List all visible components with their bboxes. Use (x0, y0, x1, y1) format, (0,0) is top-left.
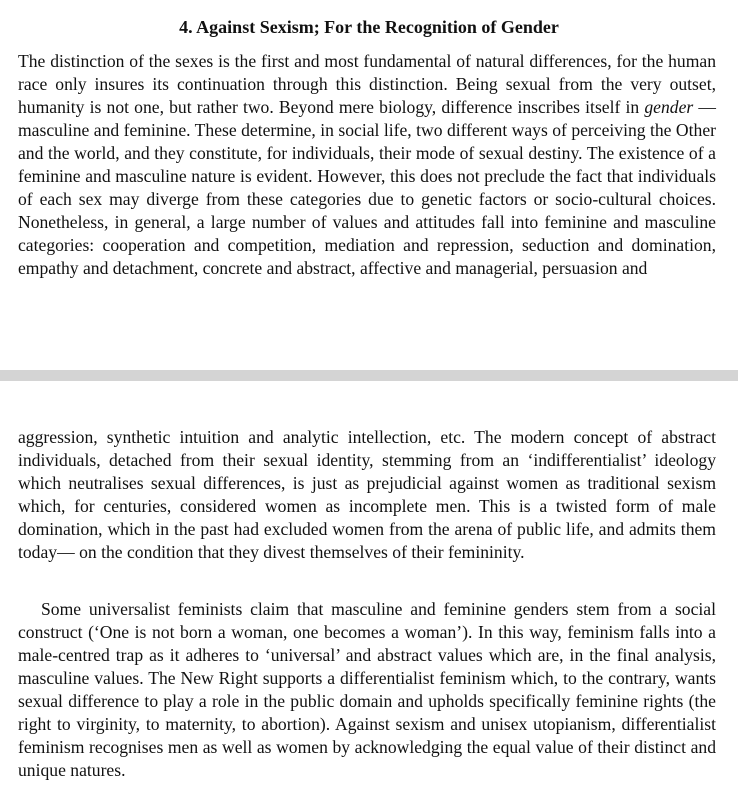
paragraph-1-text-before-emphasis: The distinction of the sexes is the first and most fundamental of natural differences, for the human race only insures its continuation through this distinction. Being sexual from the very outset, humanity is not one, but rather two. Beyond mere biology, difference inscribes itself in (18, 51, 716, 117)
paragraph-2: Some universalist feminists claim that masculine and feminine genders stem from a social construct (‘One is not born a woman, one becomes a woman’). In this way, feminism falls into a male-centred trap as it adheres to ‘universal’ and abstract values which are, in the final analysis, masculine values. The New Right supports a differentialist feminism which, to the contrary, wants sexual difference to play a role in the public domain and upholds specifically feminine rights (the right to virginity, to maternity, to abortion). Against sexism and unisex utopianism, differentialist feminism recognises men as well as women by acknowledging the equal value of their distinct and unique natures. (18, 599, 716, 780)
paragraph-1-start (18, 50, 716, 280)
emphasized-word: gender (644, 97, 694, 117)
paragraph-1-text-after-emphasis: — masculine and feminine. These determine, in social life, two different ways of perceiving the Other and the world, and they constitute, for individuals, their mode of sexual destiny. The existence of a feminine and masculine nature is evident. However, this does not preclude the fact that individuals of each sex may diverge from these categories due to genetic factors or socio-cultural choices. Nonetheless, in general, a large number of values and attitudes fall into feminine and masculine categories: cooperation and competition, mediation and repression, seduction and domination, empathy and detachment, concrete and abstract, affective and managerial, persuasion and (18, 97, 716, 278)
section-heading: 4. Against Sexism; For the Recognition of Gender (179, 17, 559, 37)
paragraph-1-continuation: aggression, synthetic intuition and analytic intellection, etc. The modern concept of abstract individuals, detached from their sexual identity, stemming from an ‘indifferentialist’ ideology which neutralises sexual differences, is just as prejudicial against women as traditional sexism which, for centuries, considered women as incomplete men. This is a twisted form of male domination, which in the past had excluded women from the arena of public life, and admits them today— on the condition that they divest themselves of their femininity. (18, 427, 716, 562)
page-top (0, 0, 738, 370)
page-bottom (0, 381, 738, 793)
page-divider (0, 370, 738, 381)
